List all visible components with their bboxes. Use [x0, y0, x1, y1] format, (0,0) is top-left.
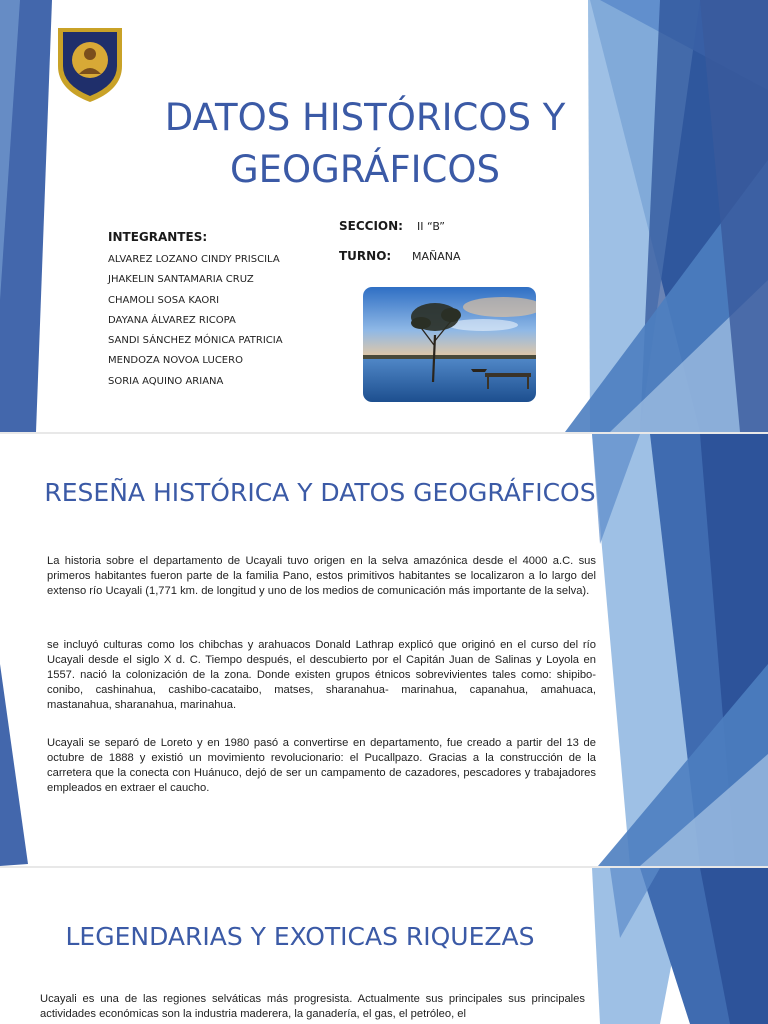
slide-3	[0, 868, 768, 1024]
list-item: DAYANA ÁLVAREZ RICOPA	[108, 314, 236, 326]
institute-logo	[55, 24, 125, 104]
turno-label: TURNO:	[339, 249, 392, 263]
turno-value: MAÑANA	[412, 250, 461, 263]
list-item: CHAMOLI SOSA KAORI	[108, 294, 220, 306]
section-title: LEGENDARIAS Y EXOTICAS RIQUEZAS	[65, 922, 535, 951]
slide-1	[0, 0, 768, 432]
list-item: MENDOZA NOVOA LUCERO	[108, 355, 243, 367]
paragraph-history: La historia sobre el departamento de Ucayali tuvo origen en la selva amazónica desde el 4000 a.C. sus primeros habitantes fueron parte de la familia Pano, estos primitivos habitantes se localizaron a lo largo del extenso río Ucayali (1,771 km. de longitud y uno de los medios de comunicación más importante de la selva).	[47, 555, 596, 598]
seccion-value: II “B”	[417, 220, 445, 233]
paragraph-economy: Ucayali es una de las regiones selváticas más progresista. Actualmente sus principales sus principales actividades económicas son la industria maderera, la ganadería, el gas, el petróleo, el	[40, 993, 585, 1021]
paragraph-department: Ucayali se separó de Loreto y en 1980 pasó a convertirse en departamento, fue creado a partir del 13 de octubre de 1888 y existió un movimiento revolucionario: el Pucallpazo. Gracias a la construcción de la carretera que la conecta con Huánuco, dejó de ser un campamento de cazadores, pescadores y trabajadores empleados en extraer el caucho.	[47, 737, 596, 795]
list-item: JHAKELIN SANTAMARIA CRUZ	[108, 274, 254, 286]
page-title: DATOS HISTÓRICOS Y GEOGRÁFICOS	[164, 96, 566, 191]
slide-2	[0, 434, 768, 866]
integrantes-label: INTEGRANTES:	[108, 230, 208, 244]
seccion-label: SECCION:	[339, 219, 403, 233]
lake-tree-photo	[363, 287, 536, 402]
paragraph-cultures: se incluyó culturas como los chibchas y arahuacos Donald Lathrap explicó que originó en el curso del río Ucayali desde el siglo X d. C. Tiempo después, el descubierto por el Capitán Juan de Salinas y Loyola en 1557. nació la colonización de la zona. Donde existen grupos étnicos sobrevivientes tales como: shipibo-conibo, cashinahua, cashibo-cacataibo, matses, sharanahua- marinahua, capanahua, amahuaca, mastanahua, sharanahua, marinahua.	[47, 639, 596, 712]
list-item: ALVAREZ LOZANO CINDY PRISCILA	[108, 254, 280, 265]
list-item: SANDI SÁNCHEZ MÓNICA PATRICIA	[108, 335, 283, 347]
list-item: SORIA AQUINO ARIANA	[108, 375, 224, 387]
members-list	[108, 250, 283, 392]
section-title: RESEÑA HISTÓRICA Y DATOS GEOGRÁFICOS	[44, 478, 596, 507]
